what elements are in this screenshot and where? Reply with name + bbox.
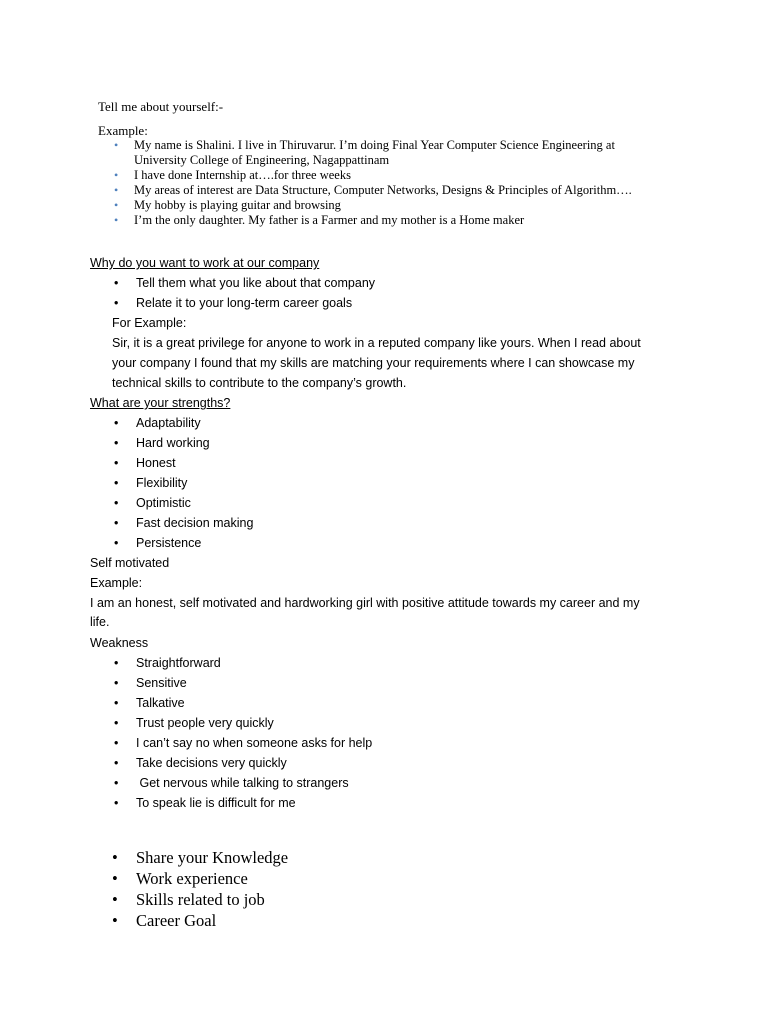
bullet-icon: • [114, 696, 119, 710]
example-label: Example: [98, 123, 148, 138]
bullet-icon: • [114, 138, 119, 152]
list-item [112, 869, 248, 889]
list-item [114, 416, 201, 430]
bullet-icon: • [114, 776, 119, 790]
bullet-icon: • [112, 911, 118, 930]
bullet-icon: • [112, 869, 118, 888]
bullet-icon: • [114, 436, 119, 450]
paragraph-line: I am an honest, self motivated and hardworking girl with positive attitude towards my career and my [90, 596, 640, 610]
strength-extra: Self motivated [90, 556, 170, 570]
paragraph-line: technical skills to contribute to the company’s growth. [112, 376, 407, 390]
list-item [114, 138, 632, 168]
list-item-text: Talkative [136, 696, 185, 710]
list-item-text: Honest [136, 456, 176, 470]
list-item-text: Get nervous while talking to strangers [136, 776, 349, 790]
bullet-icon: • [112, 890, 118, 909]
list-item-text: Relate it to your long-term career goals [136, 296, 353, 310]
list-item [114, 716, 274, 730]
list-item-text: Work experience [136, 869, 248, 888]
bullet-icon: • [114, 198, 119, 212]
list-item-text: University College of Engineering, Nagappattinam [134, 153, 390, 167]
list-item [114, 183, 632, 198]
bullet-icon: • [114, 416, 119, 430]
bullet-icon: • [114, 496, 119, 510]
list-item [114, 198, 632, 213]
example-label: For Example: [112, 316, 187, 330]
list-item [114, 168, 632, 183]
list-item-text: My hobby is playing guitar and browsing [134, 198, 341, 212]
section-heading-why-company: Why do you want to work at our company [90, 256, 320, 270]
bullet-icon: • [112, 848, 118, 867]
list-item [114, 676, 187, 690]
list-item-text: To speak lie is difficult for me [136, 796, 296, 810]
list-item-text: Career Goal [136, 911, 217, 930]
list-item [114, 296, 352, 310]
list-item [114, 696, 185, 710]
bullet-icon: • [114, 736, 119, 750]
bullet-icon: • [114, 276, 119, 290]
paragraph-line: Sir, it is a great privilege for anyone to work in a reputed company like yours. When I read about [112, 336, 641, 350]
list-item [114, 776, 349, 790]
list-item [112, 848, 288, 868]
bullet-icon: • [114, 456, 119, 470]
list-item [114, 536, 201, 550]
section-title-about-yourself: Tell me about yourself:- [98, 99, 224, 114]
list-item-text: Sensitive [136, 676, 187, 690]
list-item [114, 796, 296, 810]
list-item-text: Persistence [136, 536, 202, 550]
bullet-icon: • [114, 716, 119, 730]
list-item-text: Fast decision making [136, 516, 254, 530]
section-heading-strengths: What are your strengths? [90, 396, 231, 410]
list-item [114, 756, 287, 770]
bullet-icon: • [114, 756, 119, 770]
list-item-text: Flexibility [136, 476, 188, 490]
section-heading-weakness: Weakness [90, 636, 149, 650]
list-item [114, 213, 632, 228]
paragraph-line: life. [90, 615, 110, 629]
list-item-text: Adaptability [136, 416, 201, 430]
list-item [112, 890, 265, 910]
list-item [114, 276, 375, 290]
bullet-icon: • [114, 656, 119, 670]
list-item-text: Optimistic [136, 496, 191, 510]
paragraph-line: your company I found that my skills are matching your requirements where I can showcase my [112, 356, 635, 370]
list-item-text: My areas of interest are Data Structure, Computer Networks, Designs & Principles of Algorithm…. [134, 183, 632, 197]
list-item [114, 496, 191, 510]
list-item [114, 476, 187, 490]
list-item-text: I have done Internship at….for three weeks [134, 168, 351, 182]
bullet-icon: • [114, 796, 119, 810]
bullet-icon: • [114, 213, 119, 227]
list-item-text: Hard working [136, 436, 210, 450]
list-item [114, 736, 372, 750]
list-item-text: Share your Knowledge [136, 848, 289, 867]
bullet-icon: • [114, 516, 119, 530]
list-item-text: Straightforward [136, 656, 221, 670]
list-item-text: I can’t say no when someone asks for help [136, 736, 373, 750]
list-item [114, 456, 176, 470]
bullet-icon: • [114, 536, 119, 550]
bullet-icon: • [114, 676, 119, 690]
list-item [112, 911, 216, 931]
list-item [114, 656, 221, 670]
bullet-icon: • [114, 296, 119, 310]
list-item-text: Take decisions very quickly [136, 756, 287, 770]
list-item [114, 516, 253, 530]
example-label: Example: [90, 576, 143, 590]
list-item [114, 436, 210, 450]
list-item-text: Trust people very quickly [136, 716, 274, 730]
list-item-text: I’m the only daughter. My father is a Farmer and my mother is a Home maker [134, 213, 525, 227]
list-item-text: My name is Shalini. I live in Thiruvarur. I’m doing Final Year Computer Science Engineering at [134, 138, 615, 152]
list-item-text: Skills related to job [136, 890, 265, 909]
bullet-icon: • [114, 183, 119, 197]
bullet-icon: • [114, 168, 119, 182]
about-yourself-list [114, 138, 632, 228]
bullet-icon: • [114, 476, 119, 490]
list-item-text: Tell them what you like about that company [136, 276, 376, 290]
